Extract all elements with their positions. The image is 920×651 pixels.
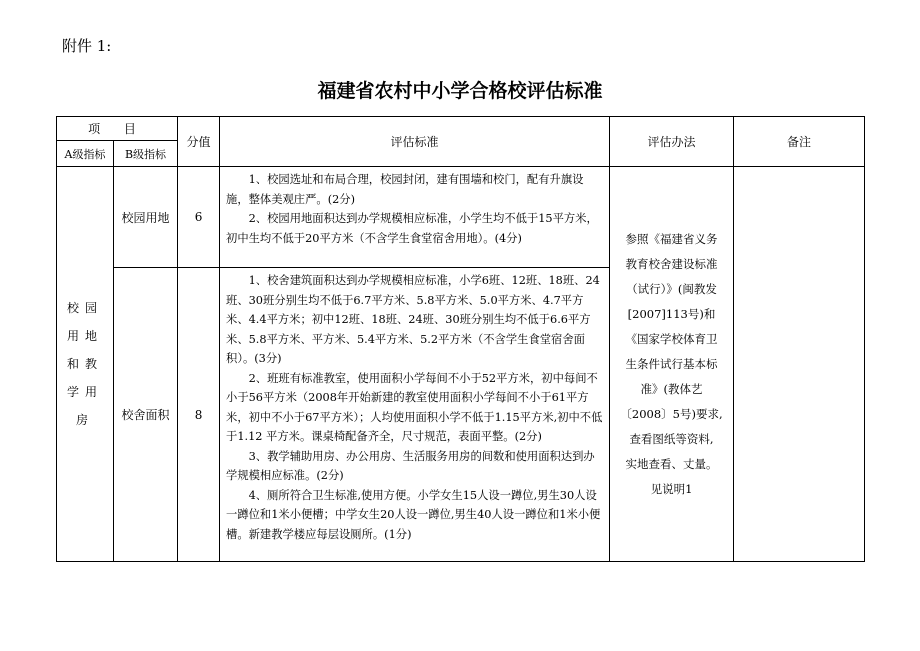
- method-cell: [610, 167, 734, 562]
- standard-item: 1、校园选址和布局合理，校园封闭，建有围墙和校门，配有升旗设施，整体美观庄严。(2分): [226, 173, 584, 206]
- header-standard: 评估标准: [220, 117, 610, 167]
- level-a-cell: 校园用地和教学用房: [57, 167, 114, 562]
- method-line: [2007]113号)和: [627, 306, 716, 321]
- standard-item: 4、厕所符合卫生标准,使用方便。小学女生15人设一蹲位,男生30人设一蹲位和1米小便槽；中学女生20人设一蹲位,男生40人设一蹲位和1米小便槽。新建教学楼应每层设厕所。(1分): [226, 488, 601, 541]
- evaluation-table: [56, 116, 865, 562]
- method-line: 查看图纸等资料,: [629, 431, 714, 446]
- remark-cell: [734, 167, 865, 562]
- header-item: 项 目: [57, 117, 178, 141]
- table-row: [57, 167, 865, 268]
- method-line: 参照《福建省义务: [625, 231, 718, 246]
- method-line: 教育校舍建设标准: [625, 256, 718, 271]
- method-line: 见说明1: [650, 481, 693, 496]
- score-cell: 8: [178, 268, 220, 562]
- standard-cell: [220, 268, 610, 562]
- level-b-cell: 校园用地: [114, 167, 178, 268]
- standard-cell: [220, 167, 610, 268]
- method-line: 〔2008〕5号)要求,: [620, 406, 723, 421]
- method-line: 生条件试行基本标: [625, 356, 718, 371]
- standard-item: 2、校园用地面积达到办学规模相应标准，小学生均不低于15平方米，初中生均不低于20平方米（不含学生食堂宿舍用地）。(4分): [226, 212, 598, 245]
- header-row: [57, 117, 865, 141]
- score-cell: 6: [178, 167, 220, 268]
- level-b-cell: 校舍面积: [114, 268, 178, 562]
- header-score: 分值: [178, 117, 220, 167]
- standard-item: 2、班班有标准教室，使用面积小学每间不小于52平方米，初中每间不小于56平方米（2008年开始新建的教室使用面积小学每间不小于61平方米，初中不小于67平方米）；人均使用面积小学不低于1.15平方米,初中不低于1.12 平方米。课桌椅配备齐全，尺寸规范，表面平整。(2分): [226, 371, 603, 443]
- attachment-label: 附件 1:: [62, 37, 112, 55]
- standard-item: 3、教学辅助用房、办公用房、生活服务用房的间数和使用面积达到办学规模相应标准。(2分): [226, 449, 595, 482]
- header-level-b: B级指标: [114, 141, 178, 167]
- method-line: 《国家学校体育卫: [625, 331, 718, 346]
- page-title: 福建省农村中小学合格校评估标准: [317, 80, 603, 102]
- method-line: 实地查看、丈量。: [625, 456, 718, 471]
- header-level-a: A级指标: [57, 141, 114, 167]
- method-line: 准》(教体艺: [640, 381, 703, 396]
- standard-item: 1、校舍建筑面积达到办学规模相应标准，小学6班、12班、18班、24班、30班分别生均不低于6.7平方米、5.8平方米、5.0平方米、4.7平方米、4.4平方米；初中12班、18班、24班、30班分别生均不低于6.6平方米、5.8平方米、平方米、5.4平方米、5.2平方米（不含学生食堂宿舍面积）。(3分): [226, 274, 600, 365]
- method-line: （试行）》(闽教发: [626, 281, 717, 296]
- header-remark: 备注: [734, 117, 865, 167]
- header-method: 评估办法: [610, 117, 734, 167]
